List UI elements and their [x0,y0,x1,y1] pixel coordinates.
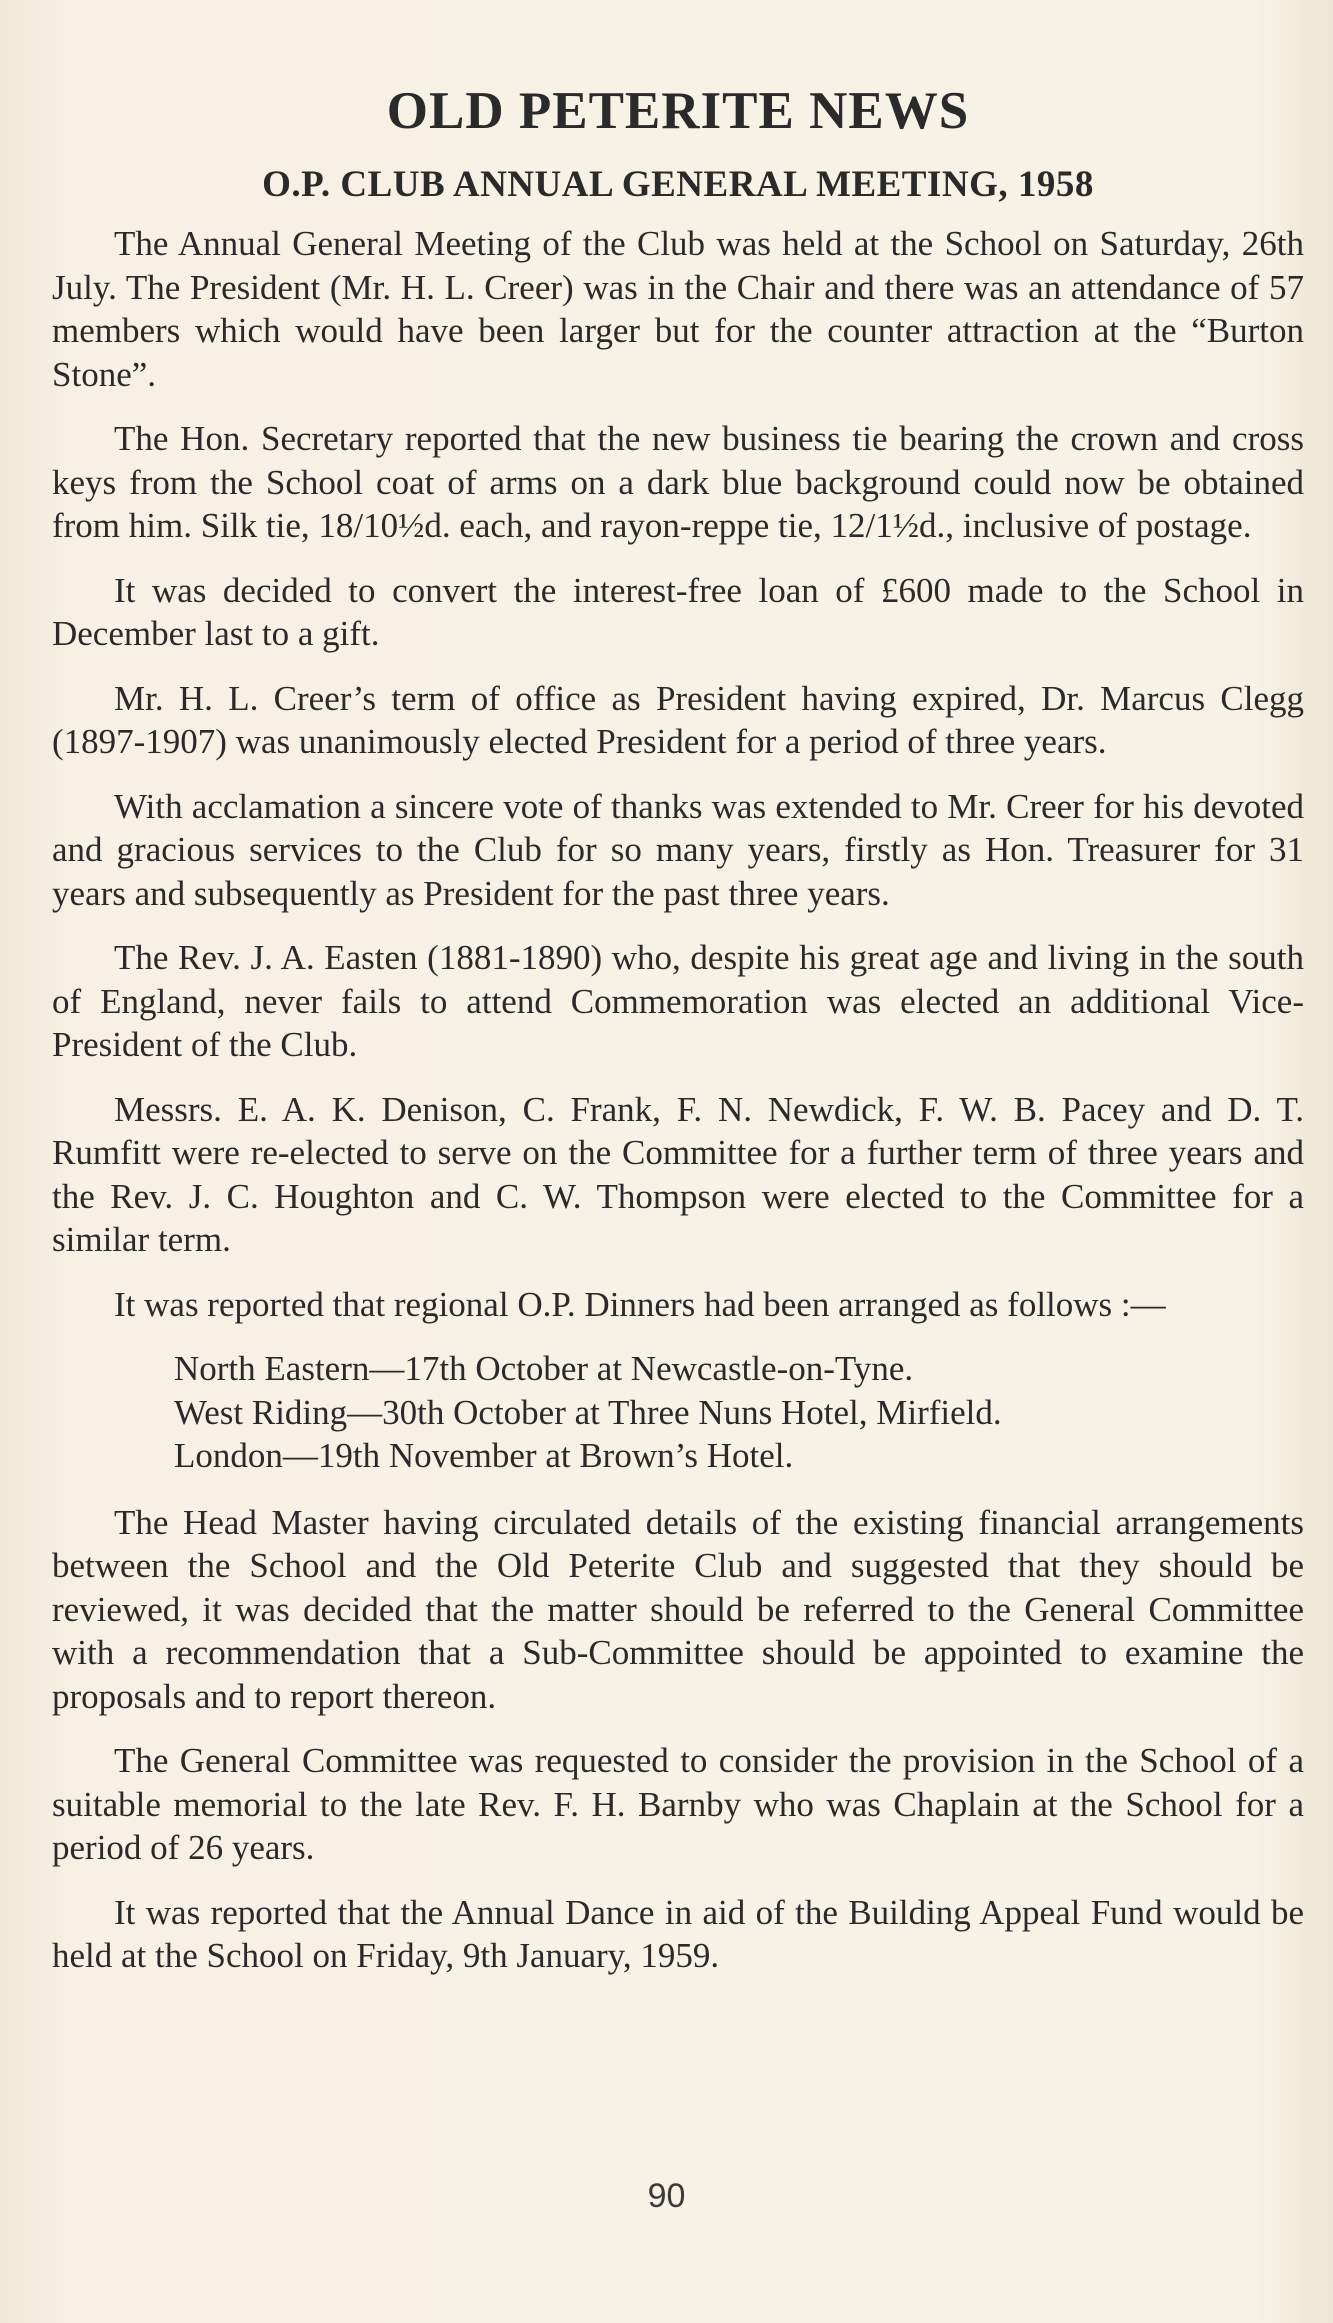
paragraph-annual-dance: It was reported that the Annual Dance in aid of the Building Appeal Fund would be held at the School on Friday, 9th January, 1959. [52,1892,1304,1975]
section-heading: O.P. CLUB ANNUAL GENERAL MEETING, 1958 [262,164,1094,205]
paragraph-financial-arrangements: The Head Master having circulated details of the existing financial arrangements between the School and the Old Peterite Club and suggested that they should be reviewed, it was decided that the matter should be referred to the General Committee with a recommendation that a Sub-Committee should be appointed to examine the proposals and to report thereon. [52,1502,1304,1716]
paragraph-memorial: The General Committee was requested to consider the provision in the School of a suitable memorial to the late Rev. F. H. Barnby who was Chaplain at the School for a period of 26 years. [52,1741,1304,1867]
dinner-london: London—19th November at Brown’s Hotel. [174,1436,794,1475]
paragraph-new-president: Mr. H. L. Creer’s term of office as President having expired, Dr. Marcus Clegg (1897-1907) was unanimously elected President for a period of three years. [52,678,1304,761]
paragraph-regional-dinners: It was reported that regional O.P. Dinners had been arranged as follows :— [114,1284,1166,1324]
paragraph-vote-of-thanks: With acclamation a sincere vote of thanks was extended to Mr. Creer for his devoted and gracious services to the Club for so many years, firstly as Hon. Treasurer for 31 years and subsequently as President for the past three years. [52,786,1304,913]
page-title: OLD PETERITE NEWS [386,82,970,140]
dinner-north-eastern: North Eastern—17th October at Newcastle-on-Tyne. [174,1349,914,1388]
page-number: 90 [647,2177,686,2215]
article-body [52,222,1304,1999]
paragraph-meeting-held: The Annual General Meeting of the Club was held at the School on Saturday, 26th July. The President (Mr. H. L. Creer) was in the Chair and there was an attendance of 57 members which would have been larger but for the counter attraction at the “Burton Stone”. [52,224,1304,394]
paragraph-committee: Messrs. E. A. K. Denison, C. Frank, F. N. Newdick, F. W. B. Pacey and D. T. Rumfitt were re-elected to serve on the Committee for a further term of three years and the Rev. J. C. Houghton and C. W. Thompson were elected to the Committee for a similar term. [52,1089,1304,1259]
dinners-list [52,1347,1304,1478]
paragraph-business-tie: The Hon. Secretary reported that the new business tie bearing the crown and cross keys from the School coat of arms on a dark blue background could now be obtained from him. Silk tie, 18/10½d. each, and rayon-reppe tie, 12/1½d., inclusive of postage. [52,419,1304,545]
dinner-west-riding: West Riding—30th October at Three Nuns Hotel, Mirfield. [174,1392,1002,1432]
paragraph-vice-president: The Rev. J. A. Easten (1881-1890) who, despite his great age and living in the south of England, never fails to attend Commemoration was elected an additional Vice-President of the Club. [52,938,1304,1064]
paragraph-loan-gift: It was decided to convert the interest-free loan of £600 made to the School in December last to a gift. [52,570,1304,653]
